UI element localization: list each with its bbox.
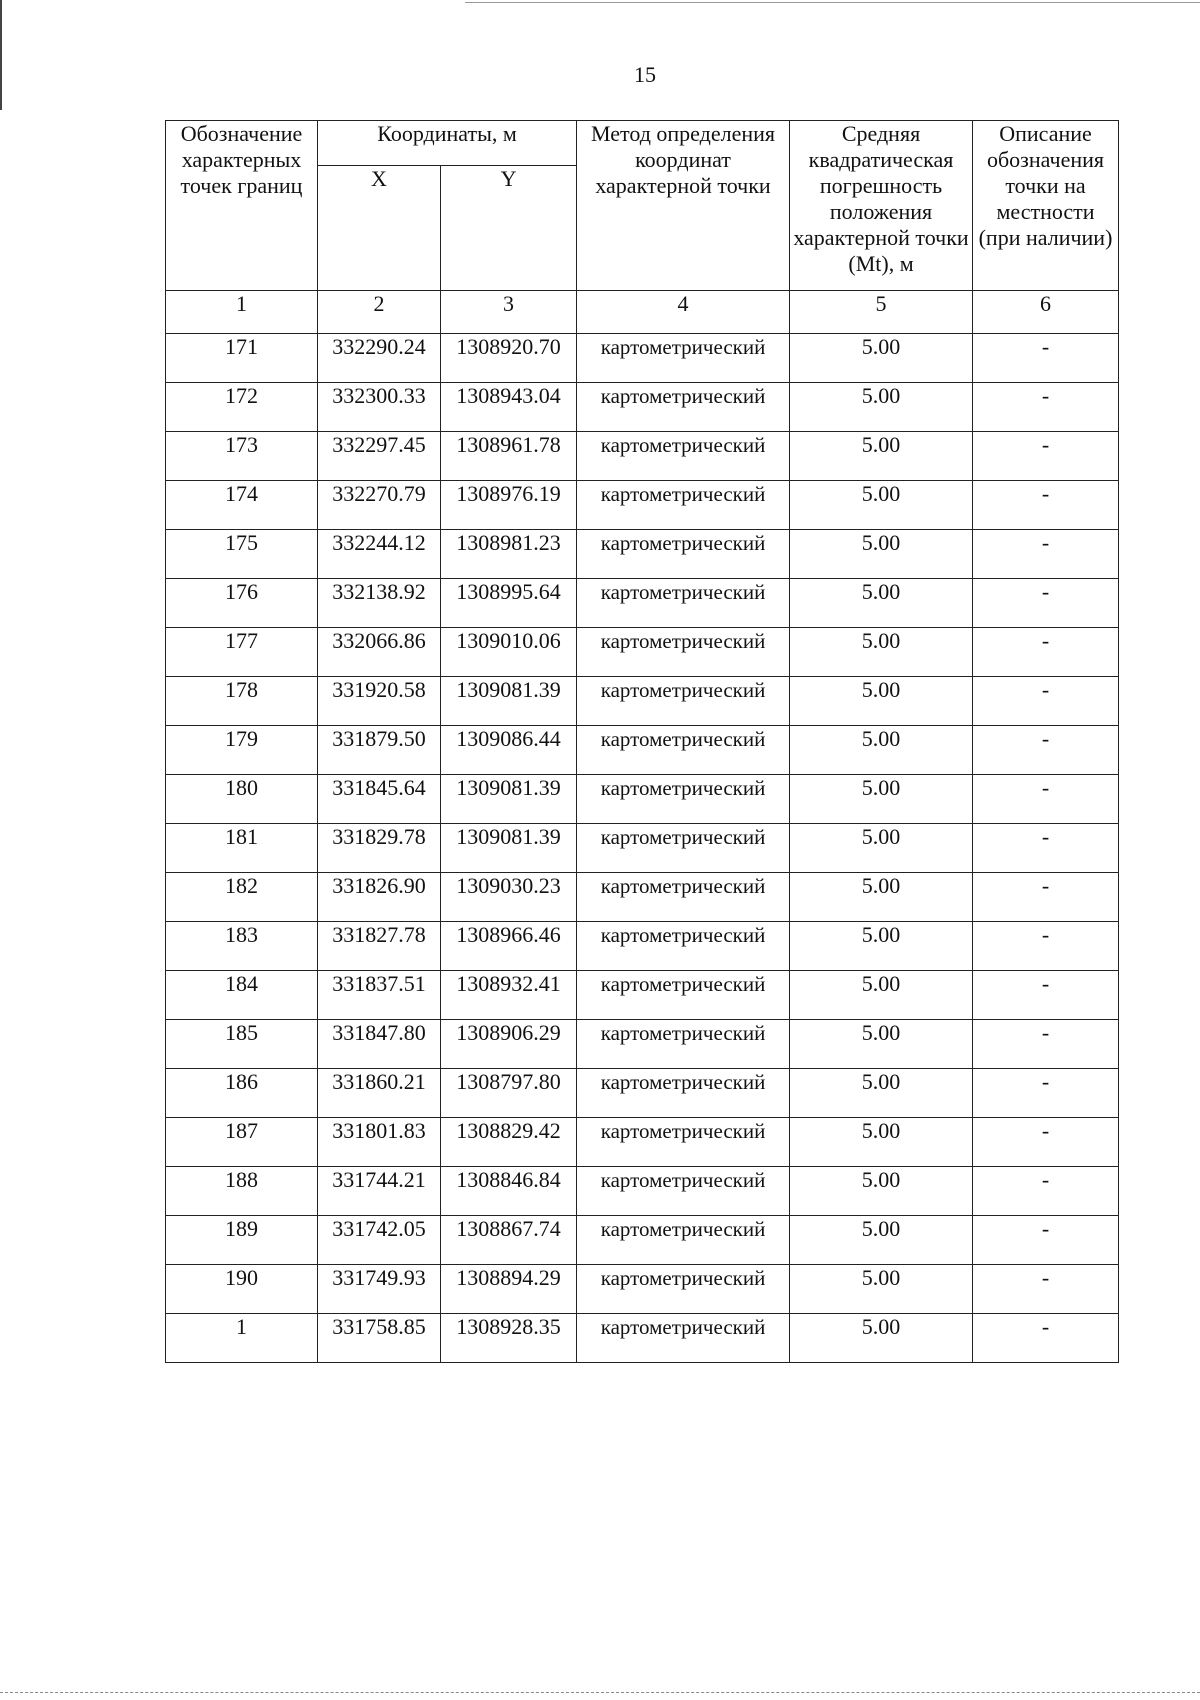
cell-y: 1308867.74 [441, 1216, 577, 1265]
cell-y: 1308995.64 [441, 579, 577, 628]
table-row [166, 1167, 1119, 1216]
cell-error: 5.00 [790, 1167, 973, 1216]
cell-point: 178 [166, 677, 318, 726]
cell-description: - [973, 1216, 1119, 1265]
cell-x: 331758.85 [318, 1314, 441, 1363]
cell-method: картометрический [577, 726, 790, 775]
cell-method: картометрический [577, 775, 790, 824]
cell-point: 171 [166, 334, 318, 383]
cell-method: картометрический [577, 432, 790, 481]
cell-method: картометрический [577, 530, 790, 579]
cell-description: - [973, 628, 1119, 677]
header-point: Обозначение характерных точек границ [166, 121, 318, 291]
cell-description: - [973, 1265, 1119, 1314]
cell-x: 331744.21 [318, 1167, 441, 1216]
column-number: 1 [166, 291, 318, 334]
table-row [166, 383, 1119, 432]
cell-point: 189 [166, 1216, 318, 1265]
cell-point: 172 [166, 383, 318, 432]
cell-description: - [973, 824, 1119, 873]
cell-method: картометрический [577, 1118, 790, 1167]
cell-point: 177 [166, 628, 318, 677]
cell-y: 1308976.19 [441, 481, 577, 530]
cell-y: 1308894.29 [441, 1265, 577, 1314]
table-row [166, 432, 1119, 481]
cell-description: - [973, 726, 1119, 775]
cell-description: - [973, 922, 1119, 971]
cell-x: 331845.64 [318, 775, 441, 824]
cell-error: 5.00 [790, 922, 973, 971]
cell-y: 1308928.35 [441, 1314, 577, 1363]
cell-method: картометрический [577, 481, 790, 530]
table-row [166, 775, 1119, 824]
cell-description: - [973, 1020, 1119, 1069]
cell-y: 1308961.78 [441, 432, 577, 481]
cell-description: - [973, 530, 1119, 579]
cell-method: картометрический [577, 334, 790, 383]
cell-description: - [973, 1069, 1119, 1118]
table-row [166, 1314, 1119, 1363]
cell-description: - [973, 481, 1119, 530]
cell-x: 332244.12 [318, 530, 441, 579]
cell-point: 182 [166, 873, 318, 922]
cell-y: 1309030.23 [441, 873, 577, 922]
cell-method: картометрический [577, 922, 790, 971]
cell-description: - [973, 334, 1119, 383]
cell-description: - [973, 1314, 1119, 1363]
table-row [166, 873, 1119, 922]
column-number: 4 [577, 291, 790, 334]
table-row [166, 922, 1119, 971]
table-body [166, 334, 1119, 1363]
cell-error: 5.00 [790, 334, 973, 383]
cell-y: 1308797.80 [441, 1069, 577, 1118]
table-row [166, 824, 1119, 873]
cell-y: 1308943.04 [441, 383, 577, 432]
header-y: Y [441, 166, 577, 291]
cell-y: 1308906.29 [441, 1020, 577, 1069]
cell-description: - [973, 775, 1119, 824]
cell-description: - [973, 971, 1119, 1020]
cell-error: 5.00 [790, 1020, 973, 1069]
cell-description: - [973, 677, 1119, 726]
header-coords: Координаты, м [318, 121, 577, 166]
cell-point: 174 [166, 481, 318, 530]
cell-x: 332290.24 [318, 334, 441, 383]
cell-error: 5.00 [790, 1314, 973, 1363]
cell-y: 1308846.84 [441, 1167, 577, 1216]
cell-error: 5.00 [790, 1265, 973, 1314]
cell-y: 1309081.39 [441, 677, 577, 726]
column-number: 2 [318, 291, 441, 334]
cell-y: 1308920.70 [441, 334, 577, 383]
cell-method: картометрический [577, 1069, 790, 1118]
cell-method: картометрический [577, 1265, 790, 1314]
cell-point: 173 [166, 432, 318, 481]
cell-y: 1308932.41 [441, 971, 577, 1020]
cell-description: - [973, 1167, 1119, 1216]
header-description: Описание обозначения точки на местности (при наличии) [973, 121, 1119, 291]
coordinates-table [165, 120, 1119, 1363]
cell-point: 180 [166, 775, 318, 824]
table-row [166, 677, 1119, 726]
cell-point: 183 [166, 922, 318, 971]
cell-error: 5.00 [790, 383, 973, 432]
cell-point: 188 [166, 1167, 318, 1216]
table-row [166, 1069, 1119, 1118]
cell-method: картометрический [577, 579, 790, 628]
cell-method: картометрический [577, 677, 790, 726]
cell-y: 1309081.39 [441, 824, 577, 873]
header-error: Средняя квадратическая погрешность положения характерной точки (Mt), м [790, 121, 973, 291]
cell-x: 332297.45 [318, 432, 441, 481]
scan-bottom-rule [0, 1692, 1200, 1694]
cell-x: 332300.33 [318, 383, 441, 432]
cell-error: 5.00 [790, 1069, 973, 1118]
cell-description: - [973, 383, 1119, 432]
table-row [166, 628, 1119, 677]
cell-error: 5.00 [790, 1216, 973, 1265]
table-row [166, 1265, 1119, 1314]
header-row [166, 121, 1119, 166]
cell-description: - [973, 1118, 1119, 1167]
cell-method: картометрический [577, 1167, 790, 1216]
cell-error: 5.00 [790, 775, 973, 824]
cell-y: 1309010.06 [441, 628, 577, 677]
table-row [166, 726, 1119, 775]
cell-error: 5.00 [790, 971, 973, 1020]
cell-x: 331801.83 [318, 1118, 441, 1167]
cell-point: 184 [166, 971, 318, 1020]
cell-method: картометрический [577, 873, 790, 922]
scan-top-rule [465, 2, 1200, 3]
cell-x: 331742.05 [318, 1216, 441, 1265]
cell-error: 5.00 [790, 873, 973, 922]
column-number: 3 [441, 291, 577, 334]
cell-y: 1308966.46 [441, 922, 577, 971]
cell-x: 331749.93 [318, 1265, 441, 1314]
cell-point: 185 [166, 1020, 318, 1069]
cell-x: 332066.86 [318, 628, 441, 677]
cell-x: 331879.50 [318, 726, 441, 775]
cell-error: 5.00 [790, 1118, 973, 1167]
column-number: 5 [790, 291, 973, 334]
cell-error: 5.00 [790, 579, 973, 628]
cell-y: 1308981.23 [441, 530, 577, 579]
cell-point: 187 [166, 1118, 318, 1167]
cell-point: 186 [166, 1069, 318, 1118]
cell-description: - [973, 432, 1119, 481]
table-row [166, 530, 1119, 579]
cell-error: 5.00 [790, 530, 973, 579]
cell-method: картометрический [577, 824, 790, 873]
header-method: Метод определения координат характерной точки [577, 121, 790, 291]
cell-method: картометрический [577, 1216, 790, 1265]
cell-method: картометрический [577, 1314, 790, 1363]
table-row [166, 971, 1119, 1020]
cell-point: 176 [166, 579, 318, 628]
table-row [166, 1020, 1119, 1069]
table-row [166, 334, 1119, 383]
cell-error: 5.00 [790, 824, 973, 873]
cell-y: 1309086.44 [441, 726, 577, 775]
page-edge-mark [0, 0, 2, 110]
cell-description: - [973, 873, 1119, 922]
cell-point: 179 [166, 726, 318, 775]
cell-error: 5.00 [790, 726, 973, 775]
cell-method: картометрический [577, 628, 790, 677]
header-x: X [318, 166, 441, 291]
cell-x: 331827.78 [318, 922, 441, 971]
table-row [166, 1118, 1119, 1167]
cell-x: 331837.51 [318, 971, 441, 1020]
cell-x: 332138.92 [318, 579, 441, 628]
cell-error: 5.00 [790, 432, 973, 481]
cell-y: 1309081.39 [441, 775, 577, 824]
cell-x: 332270.79 [318, 481, 441, 530]
table-row [166, 1216, 1119, 1265]
cell-description: - [973, 579, 1119, 628]
cell-method: картометрический [577, 971, 790, 1020]
cell-point: 175 [166, 530, 318, 579]
table-row [166, 481, 1119, 530]
cell-point: 1 [166, 1314, 318, 1363]
cell-x: 331920.58 [318, 677, 441, 726]
table-row [166, 579, 1119, 628]
cell-x: 331847.80 [318, 1020, 441, 1069]
cell-point: 190 [166, 1265, 318, 1314]
cell-x: 331860.21 [318, 1069, 441, 1118]
cell-point: 181 [166, 824, 318, 873]
cell-method: картометрический [577, 1020, 790, 1069]
column-number: 6 [973, 291, 1119, 334]
cell-error: 5.00 [790, 628, 973, 677]
cell-error: 5.00 [790, 481, 973, 530]
cell-method: картометрический [577, 383, 790, 432]
cell-y: 1308829.42 [441, 1118, 577, 1167]
cell-x: 331829.78 [318, 824, 441, 873]
page-number: 15 [634, 62, 656, 87]
cell-x: 331826.90 [318, 873, 441, 922]
cell-error: 5.00 [790, 677, 973, 726]
column-number-row [166, 291, 1119, 334]
